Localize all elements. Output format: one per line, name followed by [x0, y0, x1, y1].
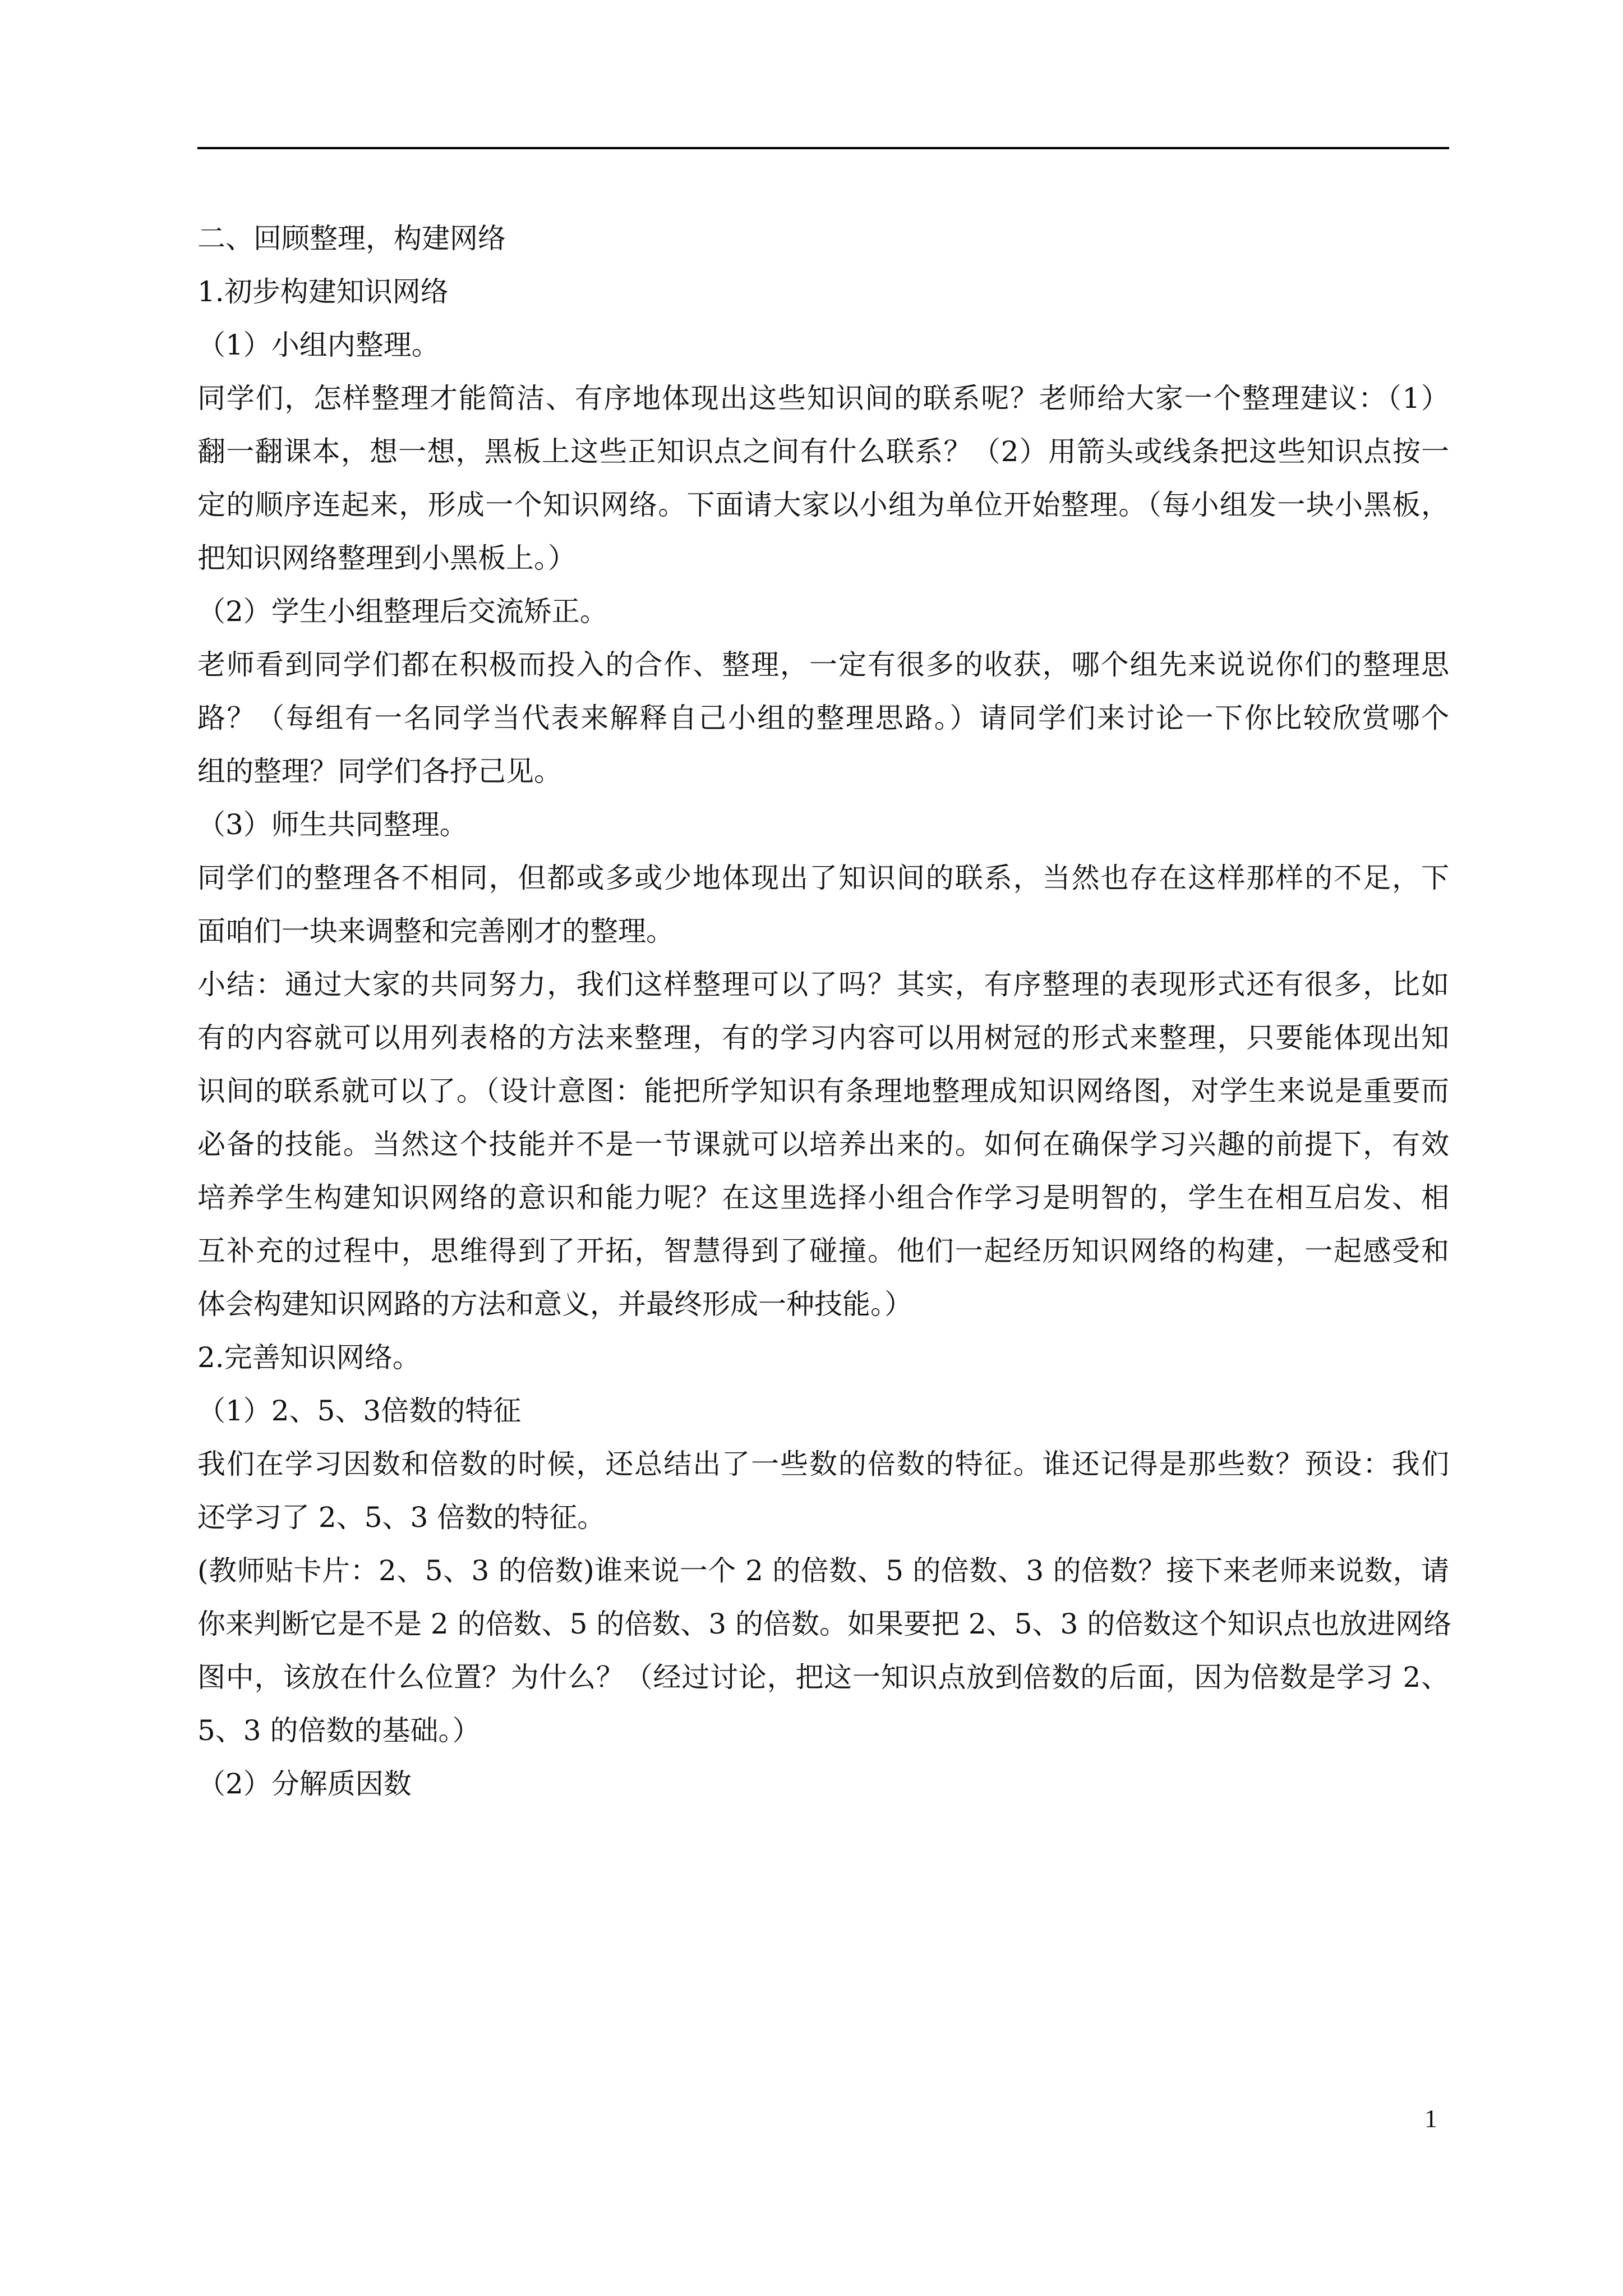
paragraph-line: 同学们，怎样整理才能简洁、有序地体现出这些知识间的联系呢？老师给大家一个整理建议：（1）	[197, 382, 1449, 415]
paragraph-line: 路？（每组有一名同学当代表来解释自己小组的整理思路。）请同学们来讨论一下你比较欣赏哪个	[197, 702, 1449, 734]
paragraph-line: 同学们的整理各不相同，但都或多或少地体现出了知识间的联系，当然也存在这样那样的不足，下	[197, 862, 1449, 894]
page-number: 1	[1424, 2104, 1437, 2133]
paragraph-line: 老师看到同学们都在积极而投入的合作、整理，一定有很多的收获，哪个组先来说说你们的整理思	[197, 648, 1449, 681]
step-heading: （2）分解质因数	[197, 1768, 412, 1800]
header-rule	[197, 147, 1449, 149]
paragraph-line: 你来判断它是不是 2 的倍数、5 的倍数、3 的倍数。如果要把 2、5、3 的倍数这个知识点也放进网络	[197, 1608, 1452, 1640]
paragraph-line: 组的整理？同学们各抒己见。	[197, 755, 562, 788]
paragraph-line: 体会构建知识网路的方法和意义，并最终形成一种技能。）	[197, 1288, 912, 1320]
paragraph-line: 5、3 的倍数的基础。）	[197, 1714, 481, 1747]
section-heading: 二、回顾整理，构建网络	[197, 222, 506, 255]
paragraph-line: 图中，该放在什么位置？为什么？（经过讨论，把这一知识点放到倍数的后面，因为倍数是学习 2、	[197, 1661, 1449, 1694]
paragraph-line: 必备的技能。当然这个技能并不是一节课就可以培养出来的。如何在确保学习兴趣的前提下，有效	[197, 1128, 1449, 1161]
paragraph-line: 培养学生构建知识网络的意识和能力呢？在这里选择小组合作学习是明智的，学生在相互启发、相	[197, 1181, 1449, 1214]
paragraph-line: 面咱们一块来调整和完善刚才的整理。	[197, 915, 674, 947]
step-heading: （2）学生小组整理后交流矫正。	[197, 595, 608, 628]
paragraph-line: (教师贴卡片：2、5、3 的倍数)谁来说一个 2 的倍数、5 的倍数、3 的倍数？接下来老师来说数，请	[197, 1554, 1449, 1587]
paragraph-line: 我们在学习因数和倍数的时候，还总结出了一些数的倍数的特征。谁还记得是那些数？预设：我们	[197, 1448, 1449, 1480]
paragraph-line: 小结：通过大家的共同努力，我们这样整理可以了吗？其实，有序整理的表现形式还有很多，比如	[197, 968, 1449, 1001]
subsection-heading: 2.完善知识网络。	[197, 1341, 421, 1374]
paragraph-line: 互补充的过程中，思维得到了开拓，智慧得到了碰撞。他们一起经历知识网络的构建，一起感受和	[197, 1235, 1449, 1267]
step-heading: （1）小组内整理。	[197, 329, 440, 361]
paragraph-line: 把知识网络整理到小黑板上。）	[197, 542, 576, 574]
paragraph-line: 还学习了 2、5、3 倍数的特征。	[197, 1501, 606, 1534]
paragraph-line: 识间的联系就可以了。（设计意图：能把所学知识有条理地整理成知识网络图，对学生来说是重要而	[197, 1075, 1449, 1107]
paragraph-line: 定的顺序连起来，形成一个知识网络。下面请大家以小组为单位开始整理。（每小组发一块小黑板，	[197, 489, 1449, 521]
paragraph-line: 有的内容就可以用列表格的方法来整理，有的学习内容可以用树冠的形式来整理，只要能体现出知	[197, 1022, 1449, 1054]
paragraph-line: 翻一翻课本，想一想，黑板上这些正知识点之间有什么联系？（2）用箭头或线条把这些知识点按一	[197, 435, 1449, 468]
step-heading: （1）2、5、3倍数的特征	[197, 1395, 522, 1427]
document-body	[197, 212, 1452, 1811]
step-heading: （3）师生共同整理。	[197, 808, 468, 841]
subsection-heading: 1.初步构建知识网络	[197, 275, 449, 308]
